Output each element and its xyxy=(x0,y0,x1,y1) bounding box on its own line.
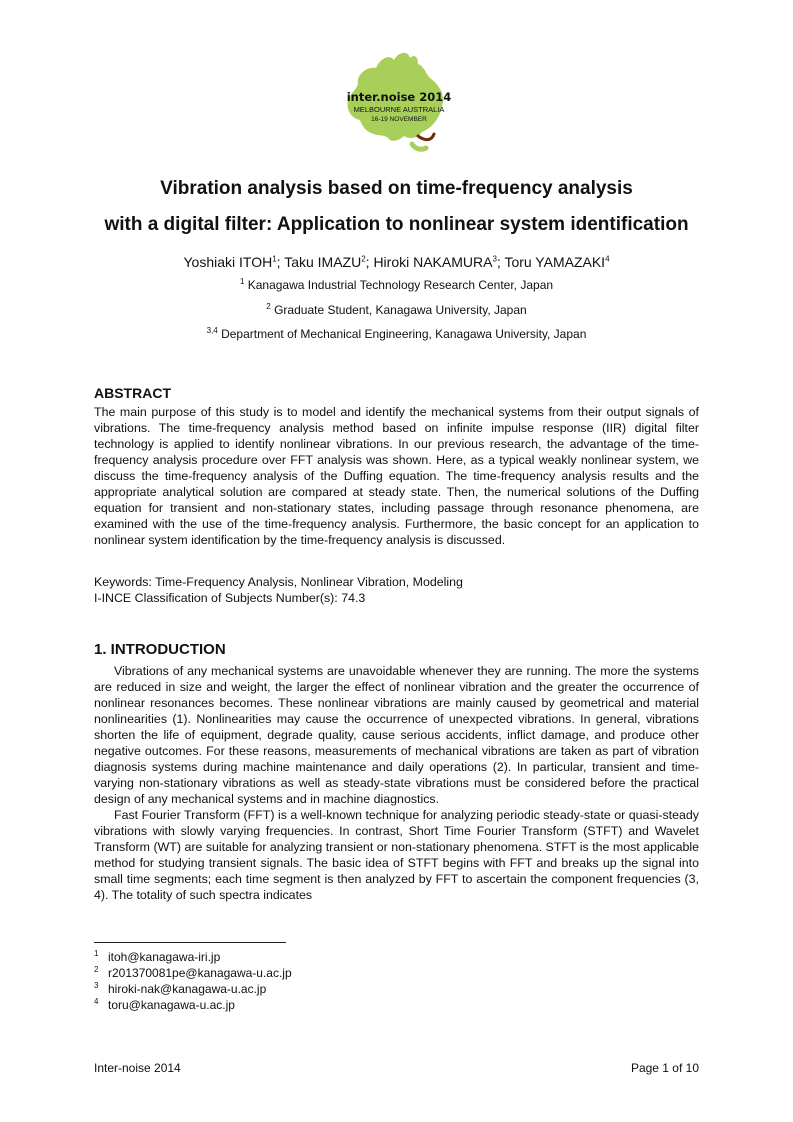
footnote: $^2$ r201370081pe@kanagawa-u.ac.jp xyxy=(94,965,292,980)
logo-name: inter.noise 2014 xyxy=(346,90,452,104)
conference-logo xyxy=(338,44,460,162)
classification: I-INCE Classification of Subjects Number(s): 74.3 xyxy=(94,591,366,605)
boomerang-icon xyxy=(418,134,434,140)
page-number: Page 1 of 10 xyxy=(630,1061,699,1075)
footnote: $^1$ itoh@kanagawa-iri.jp xyxy=(94,949,221,964)
logo-location: MELBOURNE AUSTRALIA xyxy=(353,105,445,114)
abstract-text: The main purpose of this study is to model and identify the mechanical systems from their output signals of vibrations. The time-frequency analysis method based on infinite impulse response (IIR) digital filter technology is applied to identify nonlinear vibrations. In our previous research, the advantage of the time-frequency analysis procedure over FFT analysis was shown. Here, as a typical weakly nonlinear system, we discuss the time-frequency analysis of the Duffing equation. The time-frequency analysis results and the appropriate analytical solution are compared at steady state. Then, the numerical solutions of the Duffing equation for transient and non-stationary states, including passage through resonance phenomena, are examined with the use of the time-frequency analysis. Furthermore, the basic concept for an application to nonlinear system identification by the time-frequency analysis is discussed. xyxy=(94,405,699,547)
footnote-rule xyxy=(94,942,286,943)
paragraph: Vibrations of any mechanical systems are unavoidable whenever they are running. The more the systems are reduced in size and weight, the larger the effect of nonlinear vibration and the greater the occurrence of nonlinear resonances becomes. These nonlinear vibrations are mainly caused by geometrical and material nonlinearities (1). Nonlinearities may cause the occurrence of unexpected vibrations. In general, vibrations shorten the life of equipment, degrade quality, cause serious accidents, inflict damage, and produce other negative outcomes. For these reasons, measurements of mechanical vibrations are taken as part of vibration diagnosis systems during machine maintenance and daily operations (2). In particular, transient and time-varying non-stationary vibrations as well as steady-state vibrations must be considered before the practical design of any mechanical systems and in machine diagnostics. xyxy=(94,664,699,806)
footnote-email: hiroki-nak@kanagawa-u.ac.jp xyxy=(108,982,267,996)
footnote-email: r201370081pe@kanagawa-u.ac.jp xyxy=(108,966,292,980)
abstract-heading: ABSTRACT xyxy=(94,385,171,401)
author-name: Yoshiaki ITOH xyxy=(183,254,273,270)
footer-conference: Inter-noise 2014 xyxy=(94,1061,181,1075)
introduction-body xyxy=(94,663,699,903)
affiliation: $^2$ Graduate Student, Kanagawa University, Japan xyxy=(266,302,527,317)
footnote-email: itoh@kanagawa-iri.jp xyxy=(108,950,221,964)
author-name: Toru YAMAZAKI xyxy=(504,254,606,270)
section-heading-introduction: 1. INTRODUCTION xyxy=(94,641,226,658)
author-name: Hiroki NAKAMURA xyxy=(373,254,493,270)
paper-title-line-2: with a digital filter: Application to nonlinear system identification xyxy=(104,214,689,235)
footnote: $^4$ toru@kanagawa-u.ac.jp xyxy=(94,997,235,1012)
author-name: Taku IMAZU xyxy=(284,254,362,270)
affiliation: $^{3,4}$ Department of Mechanical Engineering, Kanagawa University, Japan xyxy=(206,326,587,341)
affiliation: $^1$ Kanagawa Industrial Technology Research Center, Japan xyxy=(239,277,554,292)
paper-title-line-1: Vibration analysis based on time-frequency analysis xyxy=(160,178,633,199)
paragraph: Fast Fourier Transform (FFT) is a well-known technique for analyzing periodic steady-state or quasi-steady vibrations with slowly varying frequencies. In contrast, Short Time Fourier Transform (STFT) and Wavelet Transform (WT) are suitable for analyzing transient or non-stationary phenomena. STFT is the most applicable method for studying transient signals. The basic idea of STFT begins with FFT and breaks up the signal into small time segments; each time segment is then analyzed by FFT to ascertain the component frequencies (3, 4). The totality of such spectra indicates xyxy=(94,808,699,902)
keywords: Keywords: Time-Frequency Analysis, Nonlinear Vibration, Modeling xyxy=(94,575,463,589)
footnote-email: toru@kanagawa-u.ac.jp xyxy=(108,998,235,1012)
footnote: $^3$ hiroki-nak@kanagawa-u.ac.jp xyxy=(94,981,267,996)
australia-map-icon xyxy=(338,44,460,162)
logo-dates: 16-19 NOVEMBER xyxy=(371,116,427,123)
author-list: Yoshiaki ITOH$^1$; Taku IMAZU$^2$; Hiroki NAKAMURA$^3$; Toru YAMAZAKI$^4$ xyxy=(183,254,610,270)
